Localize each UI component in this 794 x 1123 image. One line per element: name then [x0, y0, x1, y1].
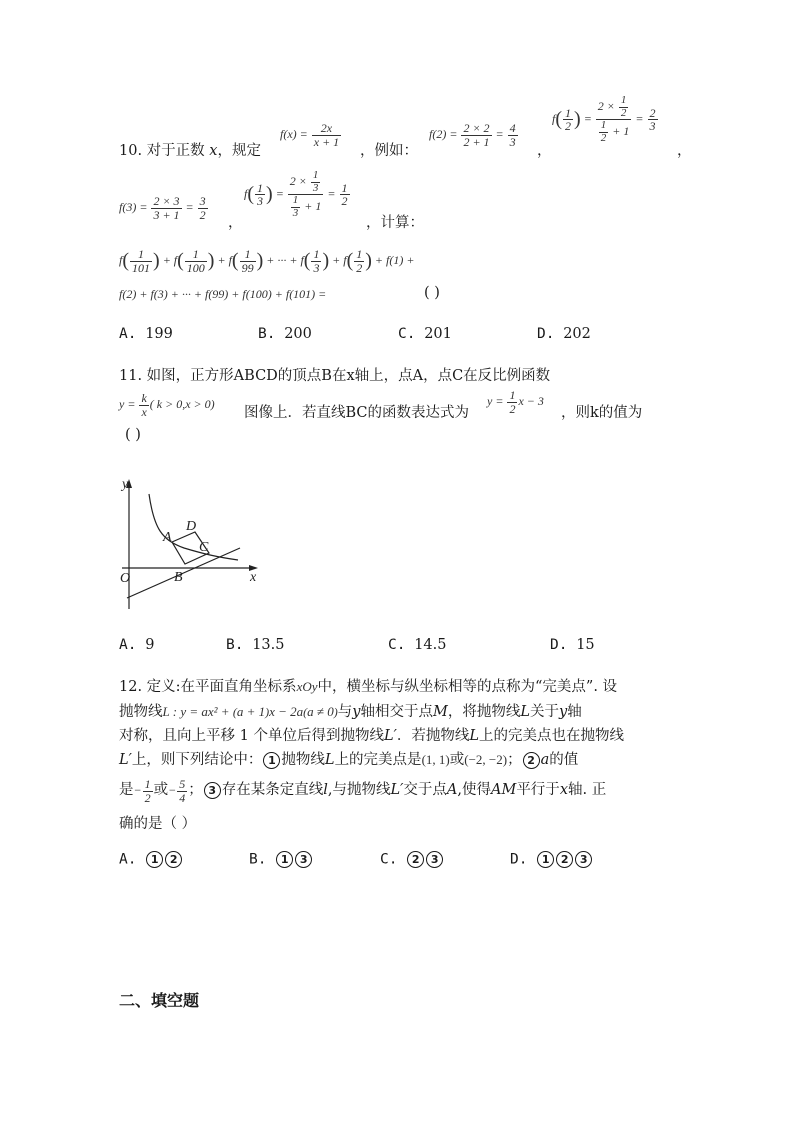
q12-parabola-eq: L : y = ax² + (a + 1)x − 2a(a ≠ 0) [162, 704, 338, 719]
q10-comma1: ， [537, 143, 552, 159]
q12-l4a: L′ [119, 752, 132, 768]
line-bc [127, 548, 240, 598]
q12-option-b[interactable]: B. 1 3 [249, 851, 313, 868]
circle-one: 1 [263, 752, 280, 769]
q10-option-a[interactable]: A. 199 [119, 326, 173, 342]
q12-l5h: 交于点 [403, 782, 447, 798]
q12-l3c: ．若抛物线 [396, 728, 470, 744]
q12-point-1: (1, 1) [421, 752, 450, 767]
q11-formula-bc: y = $\frac{1}{2}$ x − 3 [487, 388, 544, 416]
q12-line5 [119, 778, 606, 804]
q10-comma3: ， [228, 215, 243, 231]
q12-l2i: y [558, 704, 568, 720]
q11-number: 11. [119, 368, 143, 384]
q10-sum-line2: f(2) + f(3) + ··· + f(99) + f(100) + f(101) = [119, 287, 327, 301]
fig-label-x: x [250, 570, 257, 585]
q12-l2c: y [352, 704, 361, 720]
q12-l5b: 或 [153, 782, 169, 798]
q10-option-b[interactable]: B. 200 [258, 326, 312, 342]
q11-line1-text: 如图，正方形ABCD的顶点B在x轴上，点A，点C在反比例函数 [146, 368, 551, 384]
q11-answer-paren: ( ) [125, 427, 141, 443]
q12-line4 [119, 748, 578, 769]
circle-two: 2 [523, 752, 540, 769]
q11-text-image: 图像上．若直线BC的函数表达式为 [244, 405, 470, 421]
q11-line1 [119, 364, 550, 385]
q12-l4i: ； [507, 752, 522, 768]
q12-l5m: x [559, 782, 568, 798]
q12-l5a: 是 [119, 782, 134, 798]
q10-stem-start [119, 139, 261, 160]
q12-l2b: 与 [337, 704, 353, 720]
q12-frac-neg-half: − $\frac{1}{2}$ [133, 777, 151, 805]
q12-l2j: 轴 [567, 704, 582, 720]
q12-line1 [119, 675, 617, 696]
q10-option-c[interactable]: C. 201 [398, 326, 452, 342]
q10-intro: 对于正数 [146, 143, 205, 159]
q10-var-x: x [209, 143, 218, 159]
fig-label-o: O [120, 571, 131, 586]
q12-line6: 确的是（ ） [119, 816, 197, 832]
q12-l2h: 关于 [529, 704, 559, 720]
q10-formula-fhalf: f( $\frac{1}{2}$ ) = 2 × $\frac{1}{2}$ $\frac{1}{2}$ + 1 = $\frac{2}{3}$ [552, 94, 656, 144]
q12-l4j: a [540, 752, 550, 768]
q12-l5d: 存在某条定直线 [221, 782, 324, 798]
q10-regulate: ，规定 [217, 143, 261, 159]
q12-l5f: ,与抛物线 [327, 782, 391, 798]
q12-l5c: ； [188, 782, 203, 798]
q10-formula-f2: f(2) = $\frac{2 \times 2}{2 + 1}$ = $\frac{4}{3}$ [429, 121, 516, 149]
q11-formula-k: y = $\frac{k}{x}$ ( k > 0,x > 0) [119, 391, 215, 419]
fig-label-y: y [122, 477, 129, 492]
q10-answer-paren: ( ) [424, 285, 440, 301]
q12-l4k: 的值 [549, 752, 579, 768]
fig-label-a: A [163, 530, 172, 545]
q12-option-c[interactable]: C. 2 3 [380, 851, 444, 868]
q12-l2f: ，将抛物线 [447, 704, 521, 720]
fig-label-c: C [199, 540, 209, 555]
q11-option-d[interactable]: D. 15 [550, 637, 595, 653]
q12-l3b: L′ [383, 728, 397, 744]
q12-l5g: L′ [390, 782, 404, 798]
q12-line3 [119, 724, 624, 745]
circle-three: 3 [204, 782, 221, 799]
fig-label-b: B [174, 570, 183, 585]
q12-point-2: (−2, −2) [464, 752, 508, 767]
q12-l4d: L [324, 752, 335, 768]
q12-l2g: L [520, 704, 530, 720]
q10-formula-f3: f(3) = $\frac{2 \times 3}{3 + 1}$ = $\frac{3}{2}$ [119, 194, 206, 222]
q12-def-a: 定义:在平面直角坐标系 [146, 679, 297, 695]
q10-sum-line1: f( $\frac{1}{101}$ ) + f( $\frac{1}{100}$ ) + f( $\frac{1}{99}$ ) + ··· + f( $\frac{1}{3}$ ) + f( $\frac{1}{2}$ ) + f(1) + [119, 247, 415, 275]
q12-l4b: 上，则下列结论中： [131, 752, 263, 768]
q12-l3e: 上的完美点也在抛物线 [479, 728, 625, 744]
q10-formula-fthird: f( $\frac{1}{3}$ ) = 2 × $\frac{1}{3}$ $\frac{1}{3}$ + 1 = $\frac{1}{2}$ [244, 169, 348, 219]
q12-l5k: AM [490, 782, 517, 798]
q12-l3d: L [469, 728, 480, 744]
q10-formula-fx: f(x) = $\frac{2x}{x + 1}$ [280, 121, 340, 149]
q12-xoy: xOy [296, 679, 318, 694]
q10-example: ，例如： [360, 143, 418, 159]
q11-figure [112, 474, 272, 614]
q10-option-d[interactable]: D. 202 [537, 326, 591, 342]
q12-option-a[interactable]: A. 1 2 [119, 851, 183, 868]
q12-l5l: 平行于 [516, 782, 560, 798]
q12-l3a: 对称，且向上平移 1 个单位后得到抛物线 [119, 728, 384, 744]
fig-label-d: D [186, 519, 197, 534]
q12-l4g: 或 [449, 752, 465, 768]
q10-compute: ，计算： [366, 215, 424, 231]
q12-l4e: 上的完美点是 [334, 752, 422, 768]
q12-l2a: 抛物线 [119, 704, 163, 720]
q10-comma2: ， [677, 143, 692, 159]
q12-l5i: A [446, 782, 458, 798]
q12-l5e: l [323, 782, 328, 798]
q12-l5j: ,使得 [457, 782, 491, 798]
q12-l4c: 抛物线 [281, 752, 325, 768]
q12-number: 12. [119, 679, 143, 695]
q10-number: 10. [119, 143, 143, 159]
q12-l5n: 轴. 正 [568, 782, 607, 798]
q12-def-b: 中，横坐标与纵坐标相等的点称为“完美点”. 设 [317, 679, 618, 695]
q12-l2d: 轴相交于点 [360, 704, 433, 720]
q12-l2e: M [432, 704, 448, 720]
q11-option-b[interactable]: B. 13.5 [226, 637, 285, 653]
q12-line2 [119, 700, 582, 721]
section-two-title: 二、填空题 [119, 991, 200, 1010]
q12-frac-neg-five-fourths: − $\frac{5}{4}$ [168, 777, 186, 805]
q11-option-a[interactable]: A. 9 [119, 637, 155, 653]
q11-option-c[interactable]: C. 14.5 [388, 637, 447, 653]
q12-option-d[interactable]: D. 1 2 3 [510, 851, 593, 868]
q11-text-then: ，则k的值为 [561, 405, 643, 421]
